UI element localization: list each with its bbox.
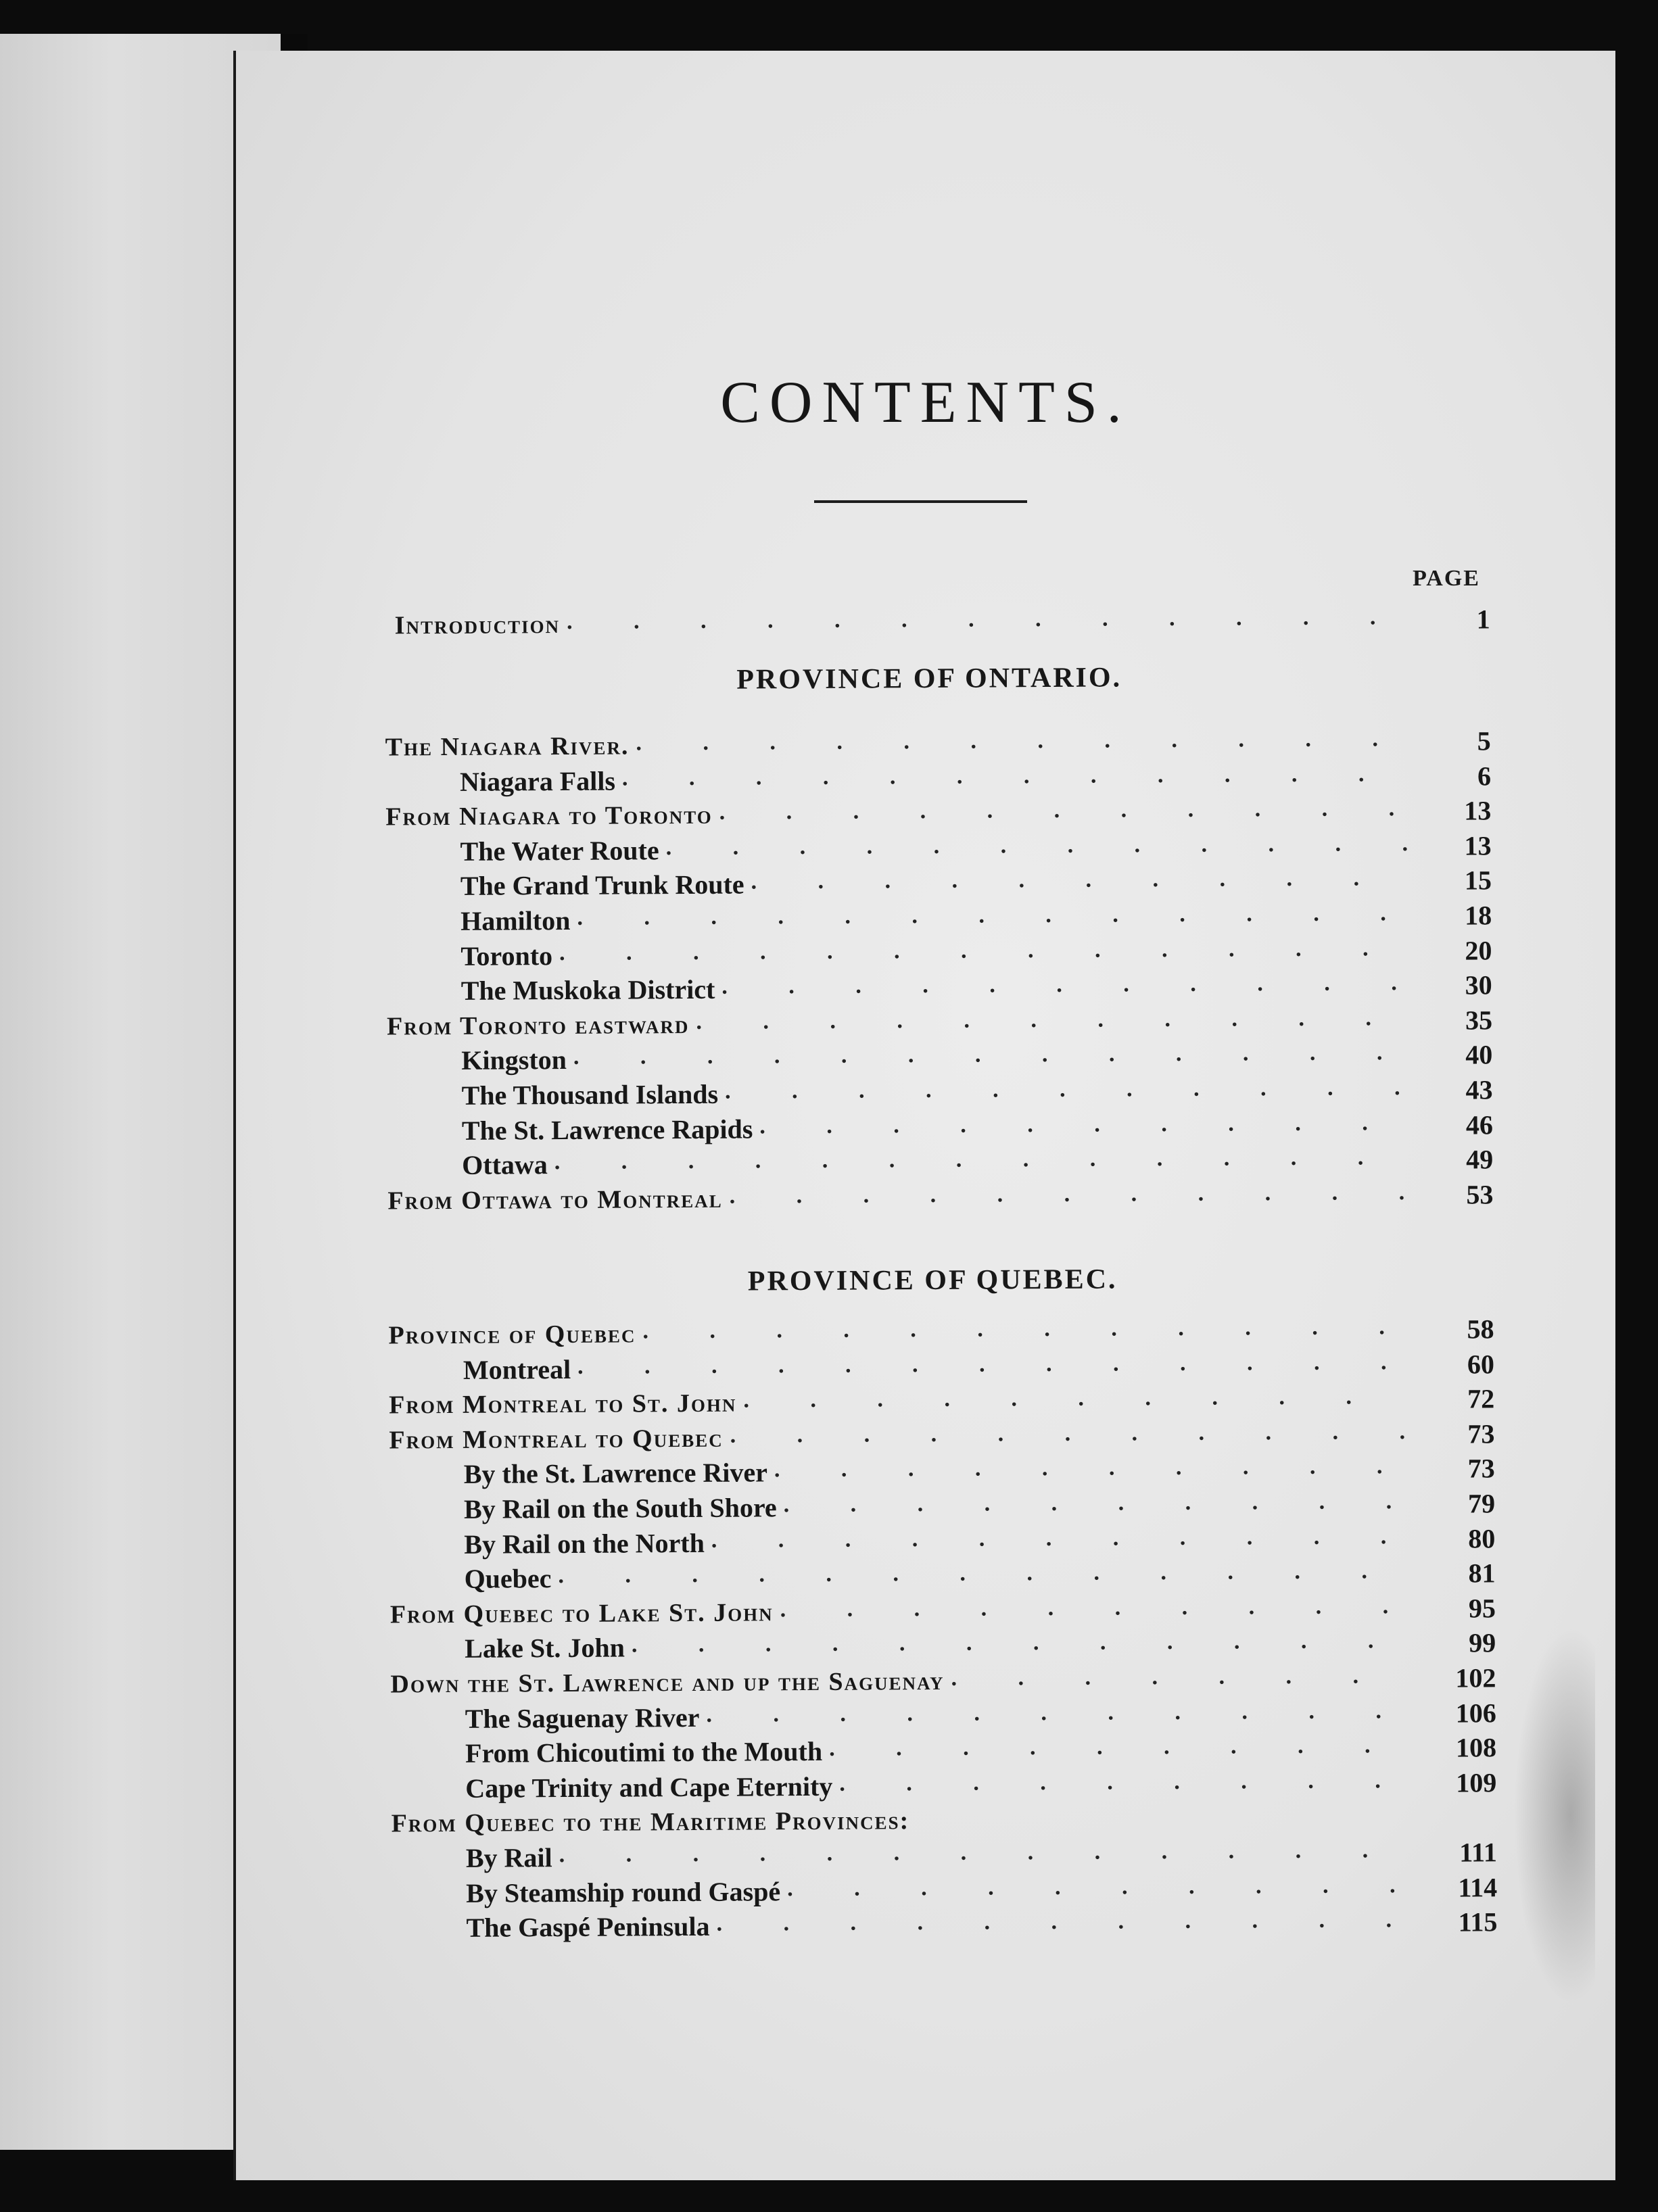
page-smudge bbox=[1514, 1626, 1595, 2004]
dot-leader bbox=[716, 1900, 1416, 1942]
toc-entry-page: 114 bbox=[1458, 1871, 1498, 1903]
toc-entry-label: The Saguenay River bbox=[465, 1702, 700, 1734]
toc-entry-label: Kingston bbox=[461, 1044, 567, 1076]
toc-entry[interactable] bbox=[387, 1177, 1493, 1218]
toc-entry-label: By the St. Lawrence River bbox=[463, 1457, 768, 1490]
toc-entry-label: From Montreal to St. John bbox=[389, 1389, 737, 1420]
toc-entry-label: Montreal bbox=[463, 1353, 571, 1385]
dot-leader bbox=[759, 1103, 1412, 1144]
toc-entry-page: 13 bbox=[1464, 830, 1492, 861]
toc-entry-page: 6 bbox=[1477, 760, 1492, 792]
toc-entry-page: 108 bbox=[1455, 1732, 1497, 1763]
page-column-label: PAGE bbox=[1413, 566, 1480, 591]
toc-entry[interactable] bbox=[466, 1905, 1497, 1946]
toc-entry-page: 49 bbox=[1466, 1144, 1494, 1175]
toc-entry-page: 95 bbox=[1468, 1593, 1496, 1624]
table-of-contents bbox=[236, 47, 1628, 2184]
toc-entry-label: From Chicoutimi to the Mouth bbox=[465, 1736, 823, 1769]
page-title: CONTENTS. bbox=[720, 370, 1131, 435]
toc-entry-label: Down the St. Lawrence and up the Saguenay bbox=[390, 1666, 945, 1699]
toc-entry[interactable] bbox=[465, 1765, 1496, 1806]
toc-entry-page: 79 bbox=[1467, 1488, 1496, 1519]
section-heading-ontario: PROVINCE OF ONTARIO. bbox=[736, 662, 1122, 696]
toc-entry-page: 115 bbox=[1458, 1906, 1498, 1938]
toc-entry-label: Niagara Falls bbox=[459, 765, 616, 797]
toc-entry-label: The Niagara River. bbox=[385, 731, 630, 762]
toc-entry-page: 106 bbox=[1455, 1697, 1496, 1729]
toc-entry-page: 99 bbox=[1469, 1627, 1496, 1658]
dot-leader bbox=[780, 1587, 1415, 1627]
toc-entry-label: From Ottawa to Montreal bbox=[387, 1184, 723, 1216]
toc-entry-label: From Niagara to Toronto bbox=[385, 800, 713, 832]
toc-entry-introduction[interactable] bbox=[395, 602, 1490, 643]
toc-entry-label: Cape Trinity and Cape Eternity bbox=[465, 1771, 833, 1804]
toc-entry-page: 1 bbox=[1476, 604, 1490, 635]
toc-entry-label: Toronto bbox=[460, 940, 553, 971]
toc-entry-label: Lake St. John bbox=[465, 1632, 625, 1664]
toc-entry-page: 102 bbox=[1455, 1662, 1496, 1693]
dot-leader bbox=[784, 1482, 1415, 1522]
toc-entry-page: 13 bbox=[1464, 795, 1492, 826]
toc-entry-label: From Quebec to the Maritime Provinces: bbox=[391, 1806, 910, 1838]
toc-entry-page: 40 bbox=[1465, 1039, 1493, 1070]
dot-leader bbox=[730, 1173, 1413, 1214]
toc-entry-label: By Rail on the North bbox=[464, 1527, 705, 1560]
toc-entry-page: 18 bbox=[1465, 900, 1492, 931]
toc-entry-page: 111 bbox=[1459, 1837, 1498, 1868]
toc-entry-page: 73 bbox=[1467, 1418, 1495, 1449]
toc-entry-label: From Quebec to Lake St. John bbox=[389, 1598, 774, 1629]
toc-entry-label: Ottawa bbox=[462, 1149, 548, 1181]
toc-entry-label: By Steamship round Gaspé bbox=[466, 1875, 781, 1908]
toc-entry-page: 60 bbox=[1467, 1348, 1494, 1380]
toc-entry-label: Province of Quebec bbox=[388, 1320, 636, 1350]
toc-entry-label: The Muskoka District bbox=[460, 973, 715, 1007]
dot-leader bbox=[839, 1761, 1415, 1802]
toc-entry-page: 15 bbox=[1464, 865, 1492, 896]
dot-leader bbox=[829, 1726, 1415, 1766]
toc-entry-label: Hamilton bbox=[460, 905, 571, 936]
toc-entry-page: 72 bbox=[1467, 1383, 1495, 1414]
toc-entry-label: The Gaspé Peninsula bbox=[466, 1911, 710, 1944]
dot-leader bbox=[774, 1447, 1414, 1487]
toc-entry-label: From Toronto eastward bbox=[386, 1010, 690, 1041]
toc-entry-page: 35 bbox=[1465, 1005, 1493, 1036]
toc-entry-label: By Rail bbox=[465, 1842, 552, 1873]
toc-entry-page: 30 bbox=[1465, 969, 1492, 1001]
section-heading-quebec: PROVINCE OF QUEBEC. bbox=[747, 1264, 1118, 1297]
toc-entry-page: 73 bbox=[1467, 1453, 1495, 1484]
toc-entry-label: Introduction bbox=[394, 610, 561, 640]
toc-entry-page: 5 bbox=[1477, 725, 1491, 756]
toc-entry-page: 20 bbox=[1465, 934, 1492, 966]
toc-entry-label: By Rail on the South Shore bbox=[463, 1492, 777, 1524]
toc-entry-label: Quebec bbox=[464, 1563, 552, 1595]
contents-page bbox=[233, 51, 1615, 2180]
toc-entry-label: The Grand Trunk Route bbox=[460, 869, 744, 902]
toc-entry-page: 46 bbox=[1465, 1109, 1494, 1140]
toc-entry-page: 53 bbox=[1466, 1179, 1494, 1210]
dot-leader bbox=[787, 1866, 1416, 1906]
toc-entry-label: The Thousand Islands bbox=[461, 1078, 719, 1111]
toc-entry-page: 80 bbox=[1468, 1522, 1496, 1554]
dot-leader bbox=[951, 1656, 1415, 1696]
toc-entry-label: The Water Route bbox=[460, 835, 659, 867]
toc-entry-label: The St. Lawrence Rapids bbox=[461, 1113, 753, 1146]
toc-entry-page: 109 bbox=[1456, 1767, 1497, 1798]
dot-leader bbox=[567, 598, 1409, 640]
toc-entry-label: From Montreal to Quebec bbox=[389, 1424, 724, 1455]
toc-entry-page: 81 bbox=[1468, 1558, 1496, 1589]
toc-entry-page: 58 bbox=[1467, 1314, 1494, 1345]
toc-entry-page: 43 bbox=[1465, 1074, 1493, 1105]
dot-leader bbox=[751, 859, 1411, 899]
